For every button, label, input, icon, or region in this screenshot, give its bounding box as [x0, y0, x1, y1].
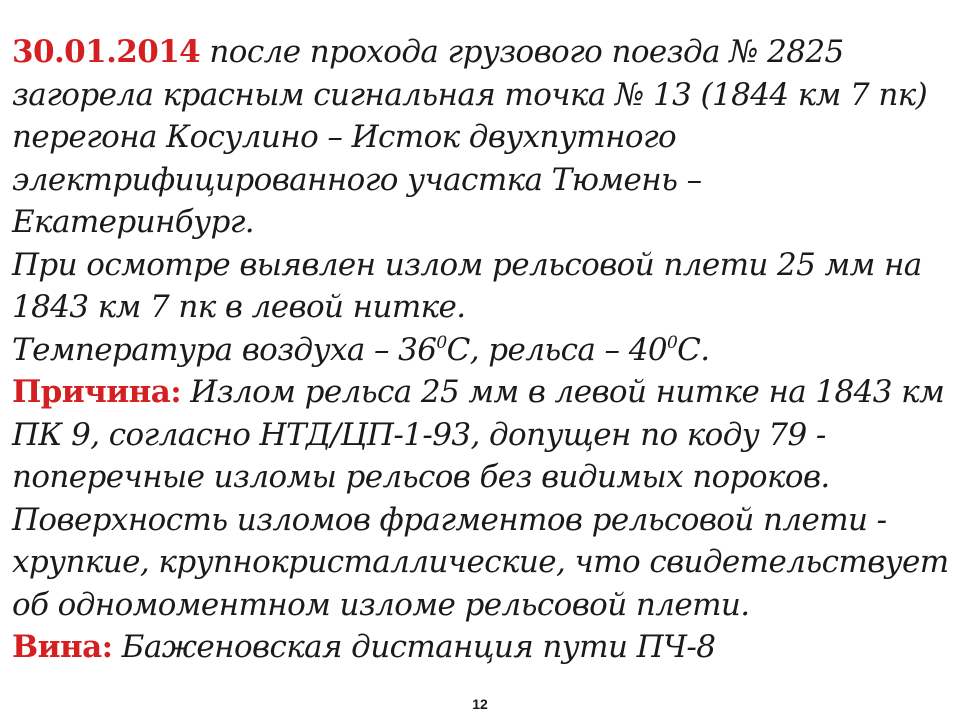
cause-text-1: Излом рельса 25 мм в левой нитке на 1843 км	[181, 374, 945, 410]
temperature-line	[12, 329, 952, 372]
slide-text-body	[12, 31, 952, 669]
temperature-mid: С, рельса – 40	[446, 331, 667, 368]
cause-line-1	[12, 371, 952, 414]
guilt-label: Вина:	[12, 629, 113, 665]
event-line-3: перегона Косулино – Исток двухпутного	[12, 119, 677, 155]
page-number: 12	[472, 696, 488, 712]
event-text-1: после прохода грузового поезда № 2825	[200, 34, 844, 70]
inspection-line-1: При осмотре выявлен излом рельсовой плети 25 мм на	[12, 246, 922, 283]
guilt-text: Баженовская дистанция пути ПЧ-8	[112, 629, 716, 665]
event-line-1	[12, 31, 952, 74]
inspection-line-2: 1843 км 7 пк в левой нитке.	[12, 289, 466, 325]
guilt-line	[12, 626, 952, 669]
cause-line-6: об одномоментном изломе рельсовой плети.	[12, 586, 750, 623]
cause-label: Причина:	[12, 374, 182, 410]
cause-line-5: хрупкие, крупнокристаллические, что свидетельствует	[12, 544, 949, 580]
cause-line-4: Поверхность изломов фрагментов рельсовой плети -	[12, 501, 887, 538]
temperature-prefix: Температура воздуха – 36	[12, 331, 437, 368]
air-degree-superscript: 0	[436, 332, 447, 353]
cause-line-3: поперечные изломы рельсов без видимых пороков.	[12, 459, 830, 495]
event-line-2: загорела красным сигнальная точка № 13 (1844 км 7 пк)	[12, 76, 928, 113]
rail-degree-superscript: 0	[666, 332, 678, 353]
event-line-4: электрифицированного участка Тюмень – Екатеринбург.	[12, 161, 702, 240]
incident-date: 30.01.2014	[12, 34, 201, 70]
cause-line-2: ПК 9, согласно НТД/ЦП-1-93, допущен по коду 79 -	[12, 416, 826, 453]
temperature-suffix: С.	[677, 331, 710, 368]
